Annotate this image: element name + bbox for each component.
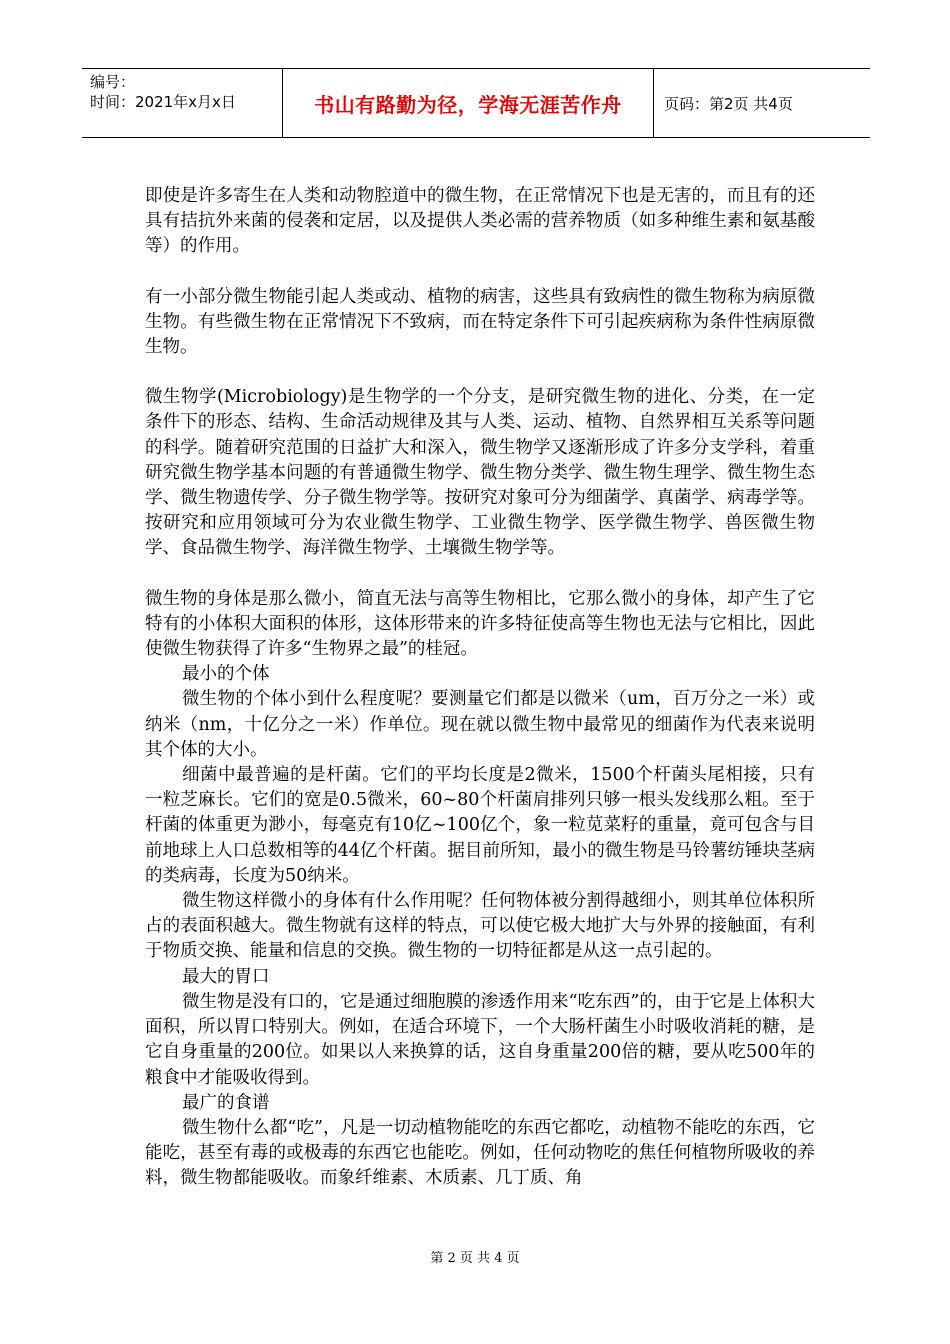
time-label: 时间：2021年x月x日 [90,93,236,111]
paragraph: 微生物是没有口的，它是通过细胞膜的渗透作用来“吃东西”的，由于它是上体积大面积，所以胃口特别大。例如，在适合环境下，一个大肠杆菌生小时吸收消耗的糖，是它自身重量的200位。如果以人来换算的话，这自身重量200倍的糖，要从吃500年的粮食中才能吸收得到。 [145,991,815,1088]
section-heading: 最大的胃口 [182,966,270,987]
paragraph: 微生物这样微小的身体有什么作用呢？任何物体被分割得越细小，则其单位体积所占的表面积越大。微生物就有这样的特点，可以使它极大地扩大与外界的接触面，有利于物质交换、能量和信息的交换。微生物的一切特征都是从这一点引起的。 [145,891,815,962]
section-heading: 最广的食谱 [182,1092,270,1113]
header-motto-cell [283,69,654,137]
paragraph: 微生物的个体小到什么程度呢？要测量它们都是以微米（um，百万分之一米）或纳米（nm，十亿分之一米）作单位。现在就以微生物中最常见的细菌作为代表来说明其个体的大小。 [145,689,815,760]
paragraph: 微生物什么都“吃”，凡是一切动植物能吃的东西它都吃，动植物不能吃的东西，它能吃，甚至有毒的或极毒的东西它也能吃。例如，任何动物吃的焦任何植物所吸收的养料，微生物都能吸收。而象纤维素、木质素、几丁质、角 [145,1117,815,1189]
paragraph: 细菌中最普遍的是杆菌。它们的平均长度是2微米，1500个杆菌头尾相接，只有一粒芝麻长。它们的宽是0.5微米，60~80个杆菌肩排列只够一根头发线那么粗。至于杆菌的体重更为渺小，每毫克有10亿~100亿个，象一粒苋菜籽的重量，竟可包含与目前地球上人口总数相等的44亿个杆菌。据目前所知，最小的微生物是马铃薯纺锤块茎病的类病毒，长度为50纳米。 [145,765,815,886]
paragraph: 有一小部分微生物能引起人类或动、植物的病害，这些具有致病性的微生物称为病原微生物。有些微生物在正常情况下不致病，而在特定条件下可引起疾病称为条件性病原微生物。 [145,286,815,358]
document-body [145,184,815,1192]
header-meta-cell [82,69,283,137]
number-label: 编号： [90,73,136,91]
motto-text: 书山有路勤为径，学海无涯苦作舟 [314,92,622,117]
page-footer: 第 2 页 共 4 页 [430,1251,520,1266]
paragraph: 微生物的身体是那么微小，简直无法与高等生物相比，它那么微小的身体，却产生了它特有的小体积大面积的体形，这体形带来的许多特征使高等生物也无法与它相比，因此使微生物获得了许多“生物界之最”的桂冠。 [145,588,815,660]
header-page-cell [654,69,870,137]
section-heading: 最小的个体 [182,664,270,685]
paragraph: 微生物学(Microbiology)是生物学的一个分支，是研究微生物的进化、分类，在一定条件下的形态、结构、生命活动规律及其与人类、运动、植物、自然界相互关系等问题的科学。随着研究范围的日益扩大和深入，微生物学又逐渐形成了许多分支学科，着重研究微生物学基本问题的有普通微生物学、微生物分类学、微生物生理学、微生物生态学、微生物遗传学、分子微生物学等。按研究对象可分为细菌学、真菌学、病毒学等。按研究和应用领域可分为农业微生物学、工业微生物学、医学微生物学、兽医微生物学、食品微生物学、海洋微生物学、土壤微生物学等。 [145,387,815,559]
document-header [82,68,870,138]
page-info: 页码：第2页 共4页 [664,94,793,113]
paragraph: 即使是许多寄生在人类和动物腔道中的微生物，在正常情况下也是无害的，而且有的还具有拮抗外来菌的侵袭和定居，以及提供人类必需的营养物质（如多种维生素和氨基酸等）的作用。 [145,186,815,257]
